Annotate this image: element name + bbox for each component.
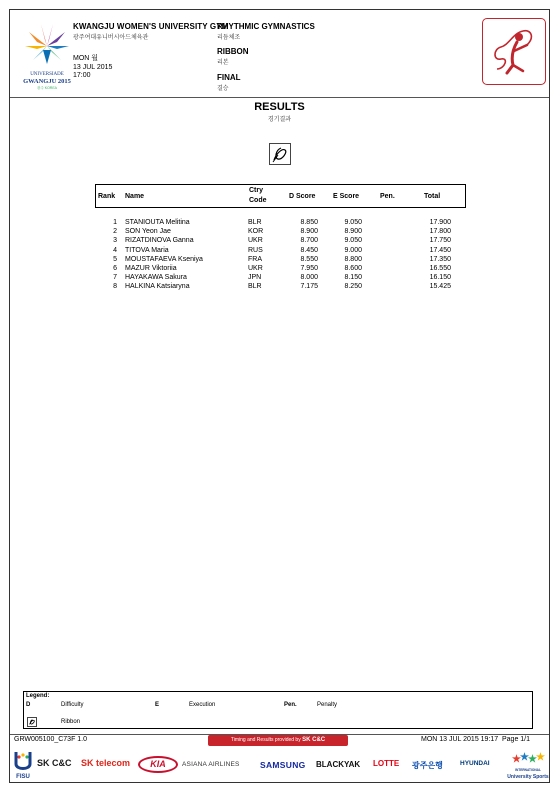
ribbon-icon	[269, 143, 291, 165]
kia-logo: KIA	[138, 756, 178, 773]
cell-total: 17.750	[429, 237, 451, 245]
time: 17:00	[73, 72, 91, 79]
table-row	[95, 228, 466, 237]
header-divider	[10, 97, 549, 98]
cell-d-score: 8.850	[300, 219, 318, 226]
cell-ctry: KOR	[248, 228, 264, 236]
hyundai-logo: HYUNDAI	[460, 760, 490, 767]
legend-e-key: E	[155, 702, 160, 708]
cell-total: 16.550	[429, 264, 451, 272]
blackyak-logo: BLACKYAK	[316, 760, 361, 769]
international-university-sports-logo	[506, 751, 550, 781]
venue-name-korean: 광주여대유니버시아드체육관	[73, 35, 149, 41]
universiade-emblem-icon	[18, 16, 76, 92]
cell-total: 16.150	[429, 274, 451, 282]
cell-total: 17.900	[429, 219, 451, 226]
col-rank: Rank	[98, 193, 116, 200]
cell-name: MOUSTAFAEVA Kseniya	[125, 255, 203, 263]
phase-name-korean: 결승	[217, 86, 229, 92]
svg-text:★: ★	[536, 752, 545, 763]
sponsor-strip	[10, 748, 549, 782]
cell-ctry: UKR	[248, 264, 263, 272]
day: MON	[73, 55, 90, 62]
legend-e-text: Execution	[189, 702, 216, 708]
cell-d-score: 8.700	[300, 237, 318, 245]
col-ctry-line1: Ctry	[249, 187, 264, 194]
legend-pen-text: Penalty	[317, 702, 338, 708]
legend-box	[23, 691, 533, 729]
svg-text:★: ★	[512, 754, 521, 765]
cell-rank: 7	[113, 274, 117, 282]
col-d-score: D Score	[289, 193, 316, 200]
event-name: RIBBON	[217, 47, 249, 56]
provider-brand: SK C&C	[302, 737, 326, 743]
rhythmic-gymnastics-pictogram	[482, 18, 546, 85]
legend-d-key: D	[26, 702, 31, 708]
page-title-korean: 경기결과	[267, 117, 292, 123]
kwangju-bank-logo: 광주은행	[412, 761, 443, 770]
legend-pen-key: Pen.	[284, 702, 297, 708]
svg-text:★: ★	[528, 754, 537, 765]
cell-name: TITOVA Maria	[125, 246, 169, 254]
cell-d-score: 7.950	[300, 264, 318, 272]
provider-text: Timing and Results provided by	[230, 737, 301, 743]
table-row	[95, 265, 466, 274]
print-timestamp: MON 13 JUL 2015 19:17	[421, 736, 499, 743]
cell-ctry: FRA	[248, 255, 262, 263]
cell-e-score: 9.050	[344, 219, 362, 226]
table-row	[95, 283, 466, 292]
samsung-logo: SAMSUNG	[260, 760, 306, 770]
cell-name: RIZATDINOVA Ganna	[125, 237, 194, 245]
timing-provider-banner	[208, 735, 348, 746]
table-row	[95, 256, 466, 265]
cell-ctry: RUS	[248, 246, 263, 254]
col-name: Name	[125, 193, 145, 200]
asiana-logo: ASIANA AIRLINES	[182, 761, 240, 768]
usports-line2: University Sports	[507, 774, 549, 780]
logo-line3: 광주 KOREA	[37, 86, 57, 90]
col-ctry-line2: Code	[249, 197, 267, 204]
date-block	[73, 55, 112, 81]
fisu-text: FISU	[16, 774, 30, 780]
cell-total: 17.800	[429, 228, 451, 236]
cell-e-score: 8.150	[344, 274, 362, 282]
ribbon-gymnast-icon	[483, 19, 545, 84]
page-number: Page 1/1	[502, 736, 531, 743]
cell-e-score: 8.800	[344, 255, 362, 263]
sk-cc-logo: SK C&C	[37, 758, 72, 768]
cell-ctry: JPN	[248, 274, 262, 282]
cell-d-score: 8.450	[300, 246, 318, 254]
cell-name: SON Yeon Jae	[125, 228, 171, 236]
cell-d-score: 8.550	[300, 255, 318, 263]
cell-total: 17.350	[429, 255, 451, 263]
page-title: RESULTS	[254, 101, 305, 113]
cell-rank: 5	[113, 255, 117, 263]
logo-line2: GWANGJU 2015	[23, 78, 71, 85]
legend-d-text: Difficulty	[61, 702, 84, 708]
cell-rank: 6	[113, 264, 117, 272]
lotte-logo: LOTTE	[373, 759, 400, 768]
cell-d-score: 7.175	[300, 283, 318, 291]
legend-title: Legend:	[26, 693, 50, 699]
document-code: GRW005100_C73F 1.0	[14, 736, 88, 743]
fisu-logo	[12, 750, 34, 780]
legend-ribbon-icon	[27, 717, 37, 727]
cell-e-score: 9.050	[344, 237, 362, 245]
fisu-icon	[12, 750, 34, 780]
cell-total: 17.450	[429, 246, 451, 254]
cell-name: HAYAKAWA Sakura	[125, 274, 187, 282]
cell-rank: 2	[113, 228, 117, 236]
day-korean: 월	[91, 55, 99, 62]
sport-name: RHYTHMIC GYMNASTICS	[217, 22, 315, 31]
phase-name: FINAL	[217, 73, 241, 82]
table-row	[95, 219, 466, 228]
cell-rank: 8	[113, 283, 117, 291]
cell-rank: 3	[113, 237, 117, 245]
results-page	[9, 9, 550, 783]
cell-name: HALKINA Katsiaryna	[125, 283, 190, 291]
cell-ctry: BLR	[248, 283, 262, 291]
sport-name-korean: 리듬체조	[217, 35, 241, 41]
usports-line1: INTERNATIONAL	[515, 768, 541, 772]
col-total: Total	[424, 193, 441, 200]
table-row	[95, 237, 466, 246]
cell-rank: 4	[113, 246, 117, 254]
cell-e-score: 8.250	[344, 283, 362, 291]
cell-ctry: UKR	[248, 237, 263, 245]
results-table-header	[95, 184, 466, 208]
cell-d-score: 8.000	[300, 274, 318, 282]
col-pen: Pen.	[380, 193, 395, 200]
table-row	[95, 274, 466, 283]
legend-ribbon-text: Ribbon	[61, 719, 81, 725]
universiade-logo	[18, 16, 76, 92]
table-row	[95, 247, 466, 256]
svg-text:★: ★	[520, 752, 529, 763]
university-sports-stars-icon	[506, 751, 550, 781]
event-name-korean: 리본	[217, 60, 229, 66]
logo-line1: UNIVERSIADE	[30, 72, 64, 77]
date: 13 JUL 2015	[73, 63, 113, 71]
cell-ctry: BLR	[248, 219, 262, 226]
cell-rank: 1	[113, 219, 117, 226]
cell-d-score: 8.900	[300, 228, 318, 236]
venue-name: KWANGJU WOMEN'S UNIVERSITY GYM	[73, 22, 229, 31]
cell-e-score: 8.900	[344, 228, 362, 236]
col-e-score: E Score	[333, 193, 360, 200]
cell-name: MAZUR Viktoriia	[125, 264, 177, 272]
cell-total: 15.425	[429, 283, 451, 291]
sk-telecom-logo: SK telecom	[81, 758, 131, 768]
cell-name: STANIOUTA Melitina	[125, 219, 190, 226]
results-table-body	[95, 219, 466, 293]
cell-e-score: 8.600	[344, 264, 362, 272]
cell-e-score: 9.000	[344, 246, 362, 254]
